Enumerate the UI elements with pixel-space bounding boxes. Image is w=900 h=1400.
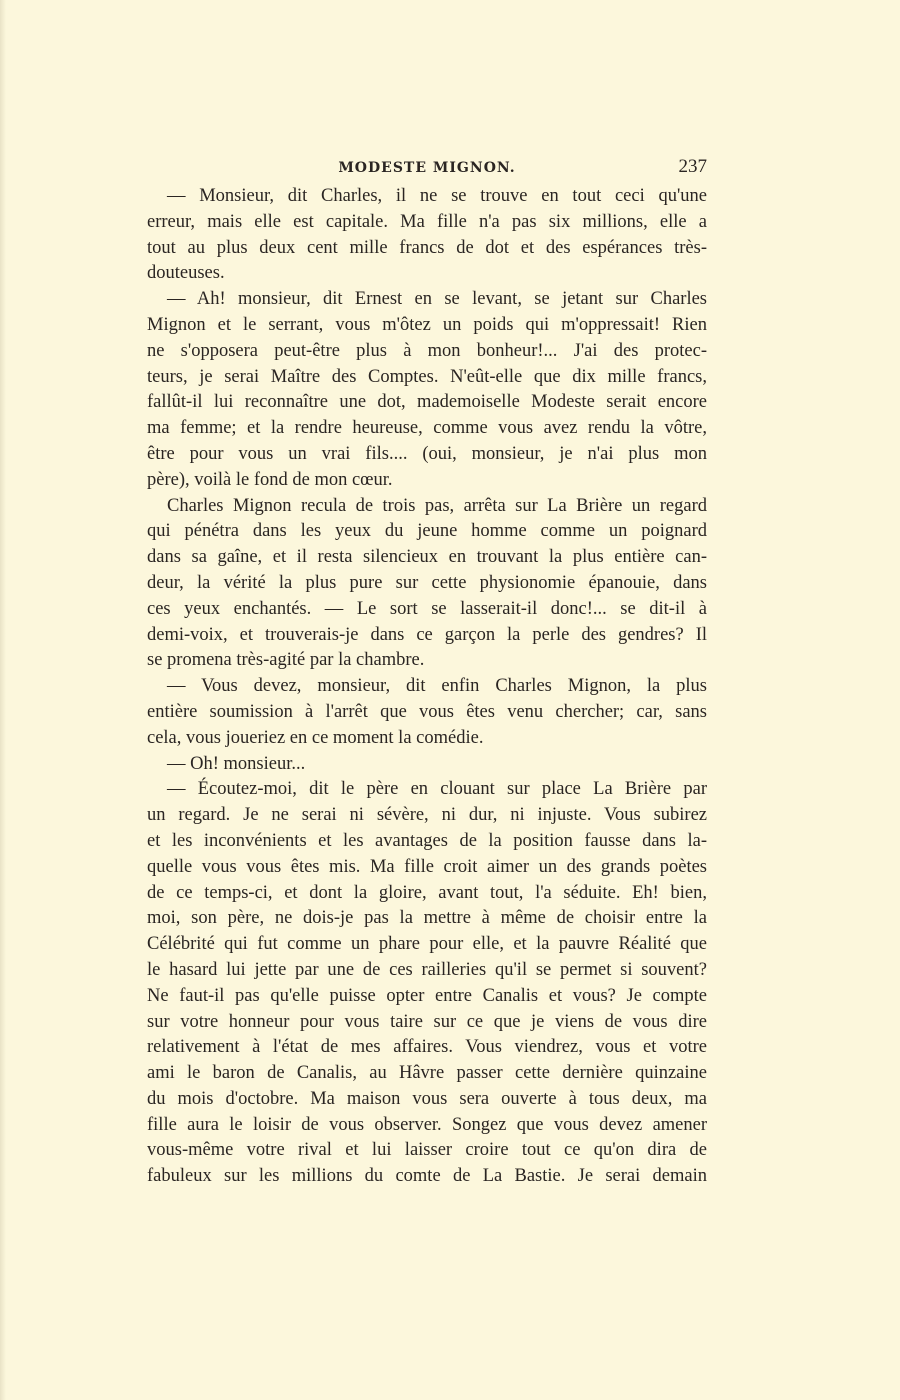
text-line: de ce temps-ci, et dont la gloire, avant tout, l'a séduite. Eh! bien, xyxy=(147,882,707,903)
text-line: père), voilà le fond de mon cœur. xyxy=(147,469,393,490)
text-line: un regard. Je ne serai ni sévère, ni dur, ni injuste. Vous subirez xyxy=(147,805,707,826)
text-line: sur votre honneur pour vous taire sur ce que je viens de vous dire xyxy=(147,1011,707,1032)
text-line: Célébrité qui fut comme un phare pour elle, et la pauvre Réalité que xyxy=(147,934,707,955)
text-line: douteuses. xyxy=(147,263,225,284)
text-line: du mois d'octobre. Ma maison vous sera ouverte à tous deux, ma xyxy=(147,1088,707,1109)
text-line: le hasard lui jette par une de ces railleries qu'il se permet si souvent? xyxy=(147,959,707,980)
text-line: erreur, mais elle est capitale. Ma fille n'a pas six millions, elle a xyxy=(147,211,707,232)
text-line: fallût-il lui reconnaître une dot, mademoiselle Modeste serait encore xyxy=(147,392,707,413)
text-line: — Ah! monsieur, dit Ernest en se levant, se jetant sur Charles xyxy=(167,289,707,310)
text-line: — Écoutez-moi, dit le père en clouant sur place La Brière par xyxy=(167,779,707,800)
text-line: ma femme; et la rendre heureuse, comme vous avez rendu la vôtre, xyxy=(147,418,707,439)
text-line: entière soumission à l'arrêt que vous êtes venu chercher; car, sans xyxy=(147,701,707,722)
text-line: Mignon et le serrant, vous m'ôtez un poids qui m'oppressait! Rien xyxy=(147,314,707,335)
text-line: deur, la vérité la plus pure sur cette physionomie épanouie, dans xyxy=(147,572,707,593)
page-header xyxy=(147,156,707,180)
text-line: relativement à l'état de mes affaires. Vous viendrez, vous et votre xyxy=(147,1037,707,1058)
text-line: ne s'opposera peut-être plus à mon bonheur!... J'ai des protec- xyxy=(147,340,707,361)
page-number: 237 xyxy=(678,156,707,177)
running-title: MODESTE MIGNON. xyxy=(338,160,516,176)
page-edge xyxy=(0,0,6,1400)
text-line: se promena très-agité par la chambre. xyxy=(147,650,425,671)
text-line: Charles Mignon recula de trois pas, arrêta sur La Brière un regard xyxy=(167,495,707,516)
text-line: teurs, je serai Maître des Comptes. N'eût-elle que dix mille francs, xyxy=(147,366,707,387)
text-line: fille aura le loisir de vous observer. Songez que vous devez amener xyxy=(147,1114,707,1135)
text-line: — Oh! monsieur... xyxy=(167,753,306,774)
text-line: fabuleux sur les millions du comte de La Bastie. Je serai demain xyxy=(147,1166,707,1187)
text-line: être pour vous un vrai fils.... (oui, monsieur, je n'ai plus mon xyxy=(147,443,707,464)
text-line: vous-même votre rival et lui laisser croire tout ce qu'on dira de xyxy=(147,1140,707,1161)
text-line: moi, son père, ne dois-je pas la mettre à même de choisir entre la xyxy=(147,908,707,929)
text-line: cela, vous joueriez en ce moment la comédie. xyxy=(147,727,484,748)
text-line: — Vous devez, monsieur, dit enfin Charles Mignon, la plus xyxy=(167,676,707,697)
text-line: quelle vous vous êtes mis. Ma fille croit aimer un des grands poètes xyxy=(147,856,707,877)
text-line: ami le baron de Canalis, au Hâvre passer cette dernière quinzaine xyxy=(147,1063,707,1084)
text-line: et les inconvénients et les avantages de la position fausse dans la- xyxy=(147,830,707,851)
text-line: — Monsieur, dit Charles, il ne se trouve en tout ceci qu'une xyxy=(167,186,707,206)
text-line: ces yeux enchantés. — Le sort se lasserait-il donc!... se dit-il à xyxy=(147,598,707,619)
text-line: dans sa gaîne, et il resta silencieux en trouvant la plus entière can- xyxy=(147,547,707,568)
text-line: tout au plus deux cent mille francs de dot et des espérances très- xyxy=(147,237,707,258)
text-line: qui pénétra dans les yeux du jeune homme comme un poignard xyxy=(147,521,707,542)
page-body-text xyxy=(147,184,707,1190)
text-line: Ne faut-il pas qu'elle puisse opter entre Canalis et vous? Je compte xyxy=(147,985,707,1006)
text-line: demi-voix, et trouverais-je dans ce garçon la perle des gendres? Il xyxy=(147,624,707,645)
